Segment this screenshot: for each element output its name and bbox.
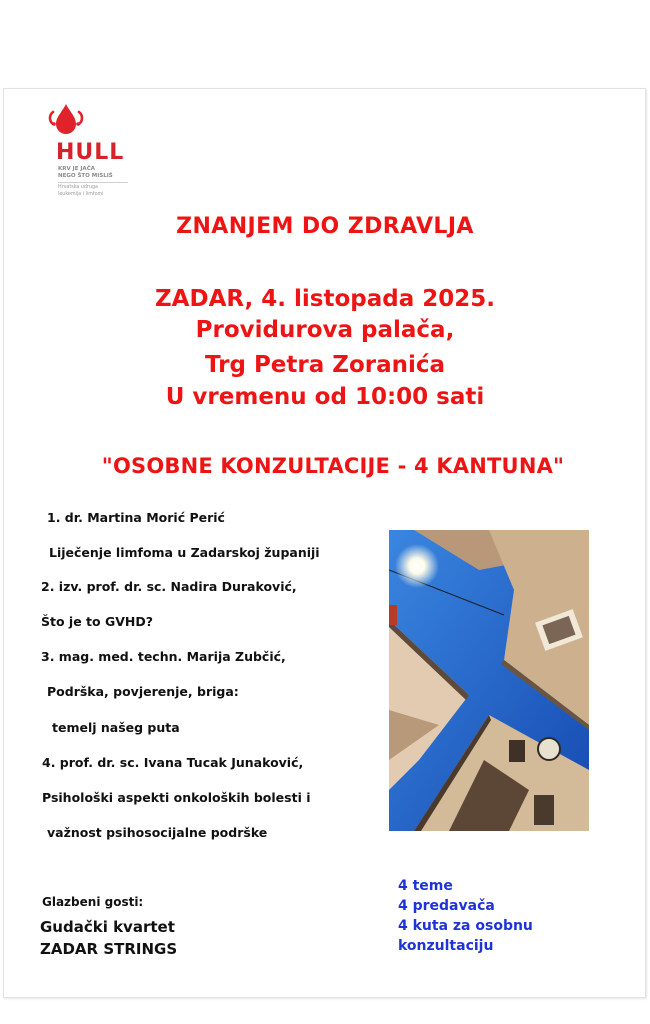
event-title: ZNANJEM DO ZDRAVLJA <box>176 214 474 239</box>
guests-name-line-1: Gudački kvartet <box>40 918 175 936</box>
event-time: U vremenu od 10:00 sati <box>165 384 485 410</box>
slogan-line-1: KRV JE JAČA <box>58 166 95 172</box>
event-facts <box>398 876 533 956</box>
fact-item: 4 teme <box>398 878 453 894</box>
zadar-street-photo <box>389 530 589 831</box>
speaker-2-name: 2. izv. prof. dr. sc. Nadira Duraković, <box>41 579 297 594</box>
speaker-1-topic: Liječenje limfoma u Zadarskoj županiji <box>49 545 320 560</box>
event-venue-line-1: Providurova palača, <box>195 317 455 343</box>
fact-item: 4 predavača <box>398 898 495 914</box>
logo-wordmark: HULL <box>56 140 125 165</box>
guests-label: Glazbeni gosti: <box>42 895 144 909</box>
guests-name-line-2: ZADAR STRINGS <box>40 940 178 958</box>
event-subtitle: "OSOBNE KONZULTACIJE - 4 KANTUNA" <box>101 454 565 478</box>
speaker-4-topic-line-2: važnost psihosocijalne podrške <box>47 825 268 840</box>
hull-logo <box>42 96 142 206</box>
fact-item: konzultaciju <box>398 938 494 954</box>
speaker-3-topic-line-1: Podrška, povjerenje, briga: <box>47 684 239 699</box>
speaker-4-name: 4. prof. dr. sc. Ivana Tucak Junaković, <box>42 755 304 770</box>
speaker-1-name: 1. dr. Martina Morić Perić <box>47 510 225 525</box>
speaker-3-topic-line-2: temelj našeg puta <box>52 720 180 735</box>
fact-item: 4 kuta za osobnu <box>398 918 533 934</box>
event-venue-line-2: Trg Petra Zoranića <box>204 352 446 378</box>
blood-drop-icon <box>46 102 86 138</box>
logo-slogan <box>58 166 113 180</box>
speaker-3-name: 3. mag. med. techn. Marija Zubčić, <box>41 649 286 664</box>
speaker-4-topic-line-1: Psihološki aspekti onkoloških bolesti i <box>42 790 311 805</box>
event-date: ZADAR, 4. listopada 2025. <box>155 286 495 312</box>
org-line-1: Hrvatska udruga <box>58 185 98 190</box>
speaker-2-topic: Što je to GVHD? <box>41 614 153 629</box>
slogan-line-2: NEGO ŠTO MISLIŠ <box>58 173 113 179</box>
org-line-2: leukemija i limfomi <box>58 191 104 197</box>
logo-org-name <box>58 185 104 198</box>
logo-divider <box>58 182 128 183</box>
